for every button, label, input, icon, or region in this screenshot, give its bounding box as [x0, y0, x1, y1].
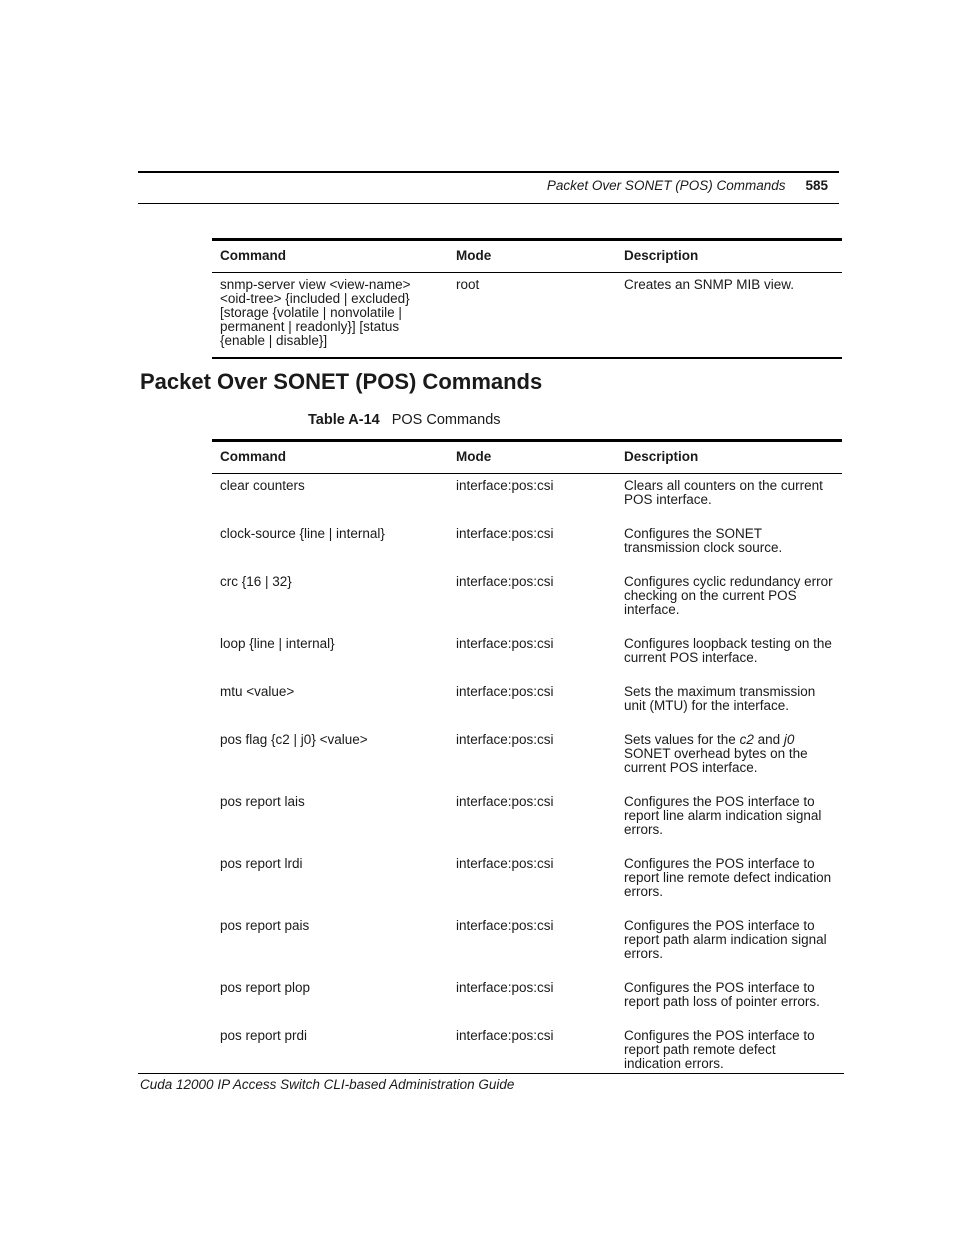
- mode-cell: interface:pos:csi: [456, 636, 554, 651]
- description-cell: Configures loopback testing on the current POS interface.: [624, 636, 832, 665]
- description-cell: Creates an SNMP MIB view.: [624, 277, 795, 292]
- column-header-mode: Mode: [456, 248, 492, 263]
- section-title: Packet Over SONET (POS) Commands: [140, 369, 543, 394]
- page-footer: Cuda 12000 IP Access Switch CLI-based Administration Guide: [140, 1077, 515, 1092]
- command-cell: pos report prdi: [220, 1028, 308, 1043]
- column-header-description: Description: [624, 449, 699, 464]
- description-text: and: [753, 732, 784, 747]
- description-emphasis: j0: [783, 732, 795, 747]
- table-row: [212, 522, 842, 570]
- mode-cell: interface:pos:csi: [456, 478, 554, 493]
- mode-cell: interface:pos:csi: [456, 794, 554, 809]
- table-caption: [308, 412, 501, 428]
- mode-cell: interface:pos:csi: [456, 980, 554, 995]
- column-header-description: Description: [624, 248, 699, 263]
- description-cell: Clears all counters on the current POS interface.: [624, 478, 823, 507]
- column-header-command: Command: [220, 449, 287, 464]
- description-cell: Configures the POS interface to report line alarm indication signal errors.: [624, 794, 822, 837]
- running-header: [547, 178, 828, 193]
- mode-cell: interface:pos:csi: [456, 526, 554, 541]
- page-number: 585: [805, 178, 828, 193]
- table-row: [212, 728, 842, 790]
- description-cell: Configures the SONET transmission clock source.: [624, 526, 783, 555]
- command-cell: clock-source {line | internal}: [220, 526, 385, 541]
- table-row: [212, 474, 842, 523]
- table-caption-number: Table A-14: [308, 412, 380, 428]
- table-row: [212, 680, 842, 728]
- mode-cell: interface:pos:csi: [456, 574, 554, 589]
- description-cell: [616, 728, 842, 790]
- table-row: [212, 852, 842, 914]
- running-header-title: Packet Over SONET (POS) Commands: [546, 178, 786, 193]
- command-cell: mtu <value>: [220, 684, 295, 699]
- command-cell: crc {16 | 32}: [220, 574, 292, 589]
- command-cell: pos report lais: [220, 794, 305, 809]
- table-row: [212, 1024, 842, 1085]
- description-cell: Sets the maximum transmission unit (MTU) for the interface.: [624, 684, 816, 713]
- table-row: [212, 976, 842, 1024]
- description-cell: Configures the POS interface to report path remote defect indication errors.: [624, 1028, 815, 1071]
- table-row: [212, 570, 842, 632]
- description-cell: Configures cyclic redundancy error checking on the current POS interface.: [624, 574, 833, 617]
- column-header-command: Command: [220, 248, 287, 263]
- table-row: [212, 273, 842, 359]
- command-cell: pos flag {c2 | j0} <value>: [220, 732, 368, 747]
- description-text: Sets values for the: [624, 732, 740, 747]
- table-caption-title: POS Commands: [391, 412, 501, 428]
- mode-cell: interface:pos:csi: [456, 856, 554, 871]
- column-header-mode: Mode: [456, 449, 492, 464]
- mode-cell: interface:pos:csi: [456, 684, 554, 699]
- snmp-command-table: [212, 238, 842, 359]
- mode-cell: interface:pos:csi: [456, 1028, 554, 1043]
- mode-cell: interface:pos:csi: [456, 918, 554, 933]
- description-cell: Configures the POS interface to report line remote defect indication errors.: [624, 856, 832, 899]
- pos-command-table: [212, 439, 842, 1085]
- command-cell: pos report plop: [220, 980, 311, 995]
- command-cell: loop {line | internal}: [220, 636, 335, 651]
- command-cell: pos report pais: [220, 918, 310, 933]
- description-cell: Configures the POS interface to report path alarm indication signal errors.: [624, 918, 827, 961]
- command-cell: pos report lrdi: [220, 856, 303, 871]
- table-header-row: [212, 240, 842, 273]
- mode-cell: root: [456, 277, 480, 292]
- mode-cell: interface:pos:csi: [456, 732, 554, 747]
- description-text: SONET overhead bytes on the current POS interface.: [624, 746, 808, 775]
- table-row: [212, 914, 842, 976]
- description-emphasis: c2: [739, 732, 754, 747]
- table-header-row: [212, 441, 842, 474]
- command-cell: snmp-server view <view-name> <oid-tree> {included | excluded} [storage {volatile | nonvolatile | permanent | readonly}] [status {enable | disable}]: [220, 277, 411, 348]
- header-rule-bottom: [138, 203, 839, 204]
- footer-rule: [138, 1073, 844, 1074]
- table-row: [212, 790, 842, 852]
- command-cell: clear counters: [220, 478, 305, 493]
- table-row: [212, 632, 842, 680]
- description-cell: Configures the POS interface to report path loss of pointer errors.: [624, 980, 820, 1009]
- header-rule-top: [138, 171, 839, 173]
